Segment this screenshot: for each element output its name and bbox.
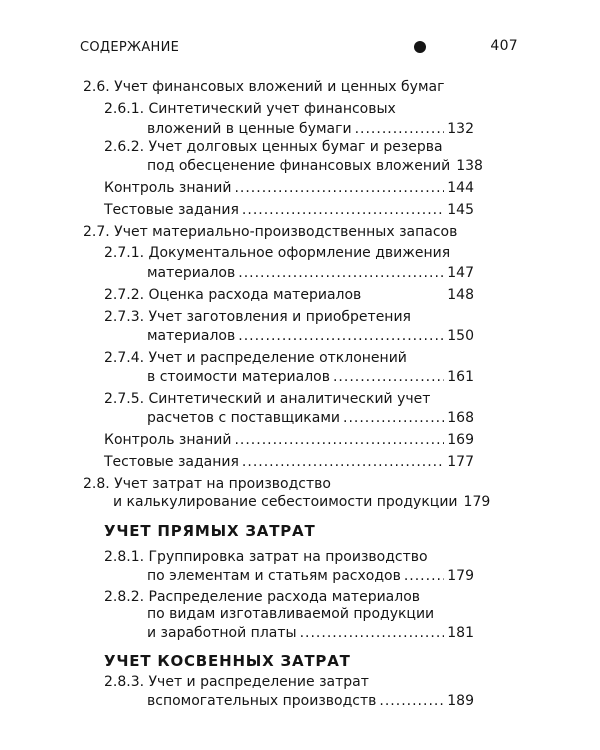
dot-leader: [234, 180, 444, 197]
entry-2-6-control[interactable]: [104, 180, 474, 197]
entry-2-6-1[interactable]: [147, 121, 474, 138]
entry-2-7-3[interactable]: [147, 328, 474, 345]
section-2-8-line1[interactable]: 2.8. Учет затрат на производство: [83, 476, 331, 492]
entry-2-7-5-line1[interactable]: 2.7.5. Синтетический и аналитический учет: [104, 391, 431, 407]
entry-2-8-3[interactable]: [147, 693, 474, 710]
entry-2-7-5[interactable]: [147, 410, 474, 427]
entry-2-7-2[interactable]: [104, 287, 474, 304]
entry-line2: под обесценение финансовых вложений: [147, 158, 451, 174]
dot-leader: [238, 265, 444, 282]
entry-line2: в стоимости материалов: [147, 369, 330, 385]
entry-2-6-1-line1[interactable]: 2.6.1. Синтетический учет финансовых: [104, 101, 396, 117]
dot-leader: [238, 328, 444, 345]
entry-line2: материалов: [147, 265, 236, 281]
entry-2-8-2[interactable]: [147, 625, 474, 642]
entry-page: 148: [447, 287, 474, 303]
entry-page: 147: [447, 265, 474, 281]
entry-page: 138: [456, 158, 483, 174]
entry-line2: по элементам и статьям расходов: [147, 568, 401, 584]
heading-direct-costs: УЧЕТ ПРЯМЫХ ЗАТРАТ: [104, 522, 316, 540]
entry-2-7-tests[interactable]: [104, 454, 474, 471]
entry-page: 181: [447, 625, 474, 641]
entry-page: 179: [447, 568, 474, 584]
dot-leader: [300, 625, 445, 642]
entry-line2: материалов: [147, 328, 236, 344]
entry-page: 189: [447, 693, 474, 709]
dot-leader: [234, 432, 444, 449]
entry-2-7-3-line1[interactable]: 2.7.3. Учет заготовления и приобретения: [104, 309, 411, 325]
entry-text: Тестовые задания: [104, 202, 239, 218]
entry-2-7-1-line1[interactable]: 2.7.1. Документальное оформление движения: [104, 245, 451, 261]
entry-line2: и калькулирование себестоимости продукции: [113, 494, 458, 510]
entry-page: 177: [447, 454, 474, 470]
entry-text: Контроль знаний: [104, 180, 232, 196]
entry-line2: вложений в ценные бумаги: [147, 121, 352, 137]
entry-2-7-4[interactable]: [147, 369, 474, 386]
entry-2-8-2-line1[interactable]: 2.8.2. Распределение расхода материалов: [104, 589, 421, 605]
heading-indirect-costs: УЧЕТ КОСВЕННЫХ ЗАТРАТ: [104, 652, 351, 670]
entry-text: Контроль знаний: [104, 432, 232, 448]
section-2-6-title[interactable]: 2.6. Учет финансовых вложений и ценных бумаг: [83, 79, 445, 95]
entry-2-8-1[interactable]: [147, 568, 474, 585]
dot-leader: [333, 369, 444, 386]
entry-page: 132: [447, 121, 474, 137]
dot-leader: [343, 410, 444, 427]
entry-line2: вспомогательных производств: [147, 693, 377, 709]
entry-page: 169: [447, 432, 474, 448]
entry-2-6-2-line1[interactable]: 2.6.2. Учет долговых ценных бумаг и резерва: [104, 139, 443, 155]
dot-leader: [355, 121, 445, 138]
entry-text: Тестовые задания: [104, 454, 239, 470]
entry-2-7-control[interactable]: [104, 432, 474, 449]
section-2-7-title[interactable]: 2.7. Учет материально-производственных запасов: [83, 224, 458, 240]
entry-2-6-2[interactable]: [147, 158, 483, 175]
entry-page: 145: [447, 202, 474, 218]
section-2-8[interactable]: [113, 494, 491, 511]
dot-leader: [404, 568, 444, 585]
entry-2-8-1-line1[interactable]: 2.8.1. Группировка затрат на производство: [104, 549, 428, 565]
entry-page: 144: [447, 180, 474, 196]
dot-leader: [242, 454, 444, 471]
entry-line2: расчетов с поставщиками: [147, 410, 340, 426]
entry-2-7-4-line1[interactable]: 2.7.4. Учет и распределение отклонений: [104, 350, 407, 366]
entry-2-6-tests[interactable]: [104, 202, 474, 219]
entry-page: 168: [447, 410, 474, 426]
entry-page: 150: [447, 328, 474, 344]
entry-page: 161: [447, 369, 474, 385]
page-header: [80, 38, 518, 60]
entry-text: 2.7.2. Оценка расхода материалов: [104, 287, 362, 303]
running-head-title: СОДЕРЖАНИЕ: [80, 40, 180, 55]
entry-2-7-1[interactable]: [147, 265, 474, 282]
page-number: 407: [490, 38, 518, 54]
entry-line3: и заработной платы: [147, 625, 297, 641]
dot-leader: [379, 693, 444, 710]
entry-2-8-3-line1[interactable]: 2.8.3. Учет и распределение затрат: [104, 674, 369, 690]
entry-page: 179: [463, 494, 491, 510]
bullet-icon: [414, 41, 426, 53]
dot-leader: [242, 202, 444, 219]
entry-2-8-2-line2[interactable]: по видам изготавливаемой продукции: [147, 606, 435, 622]
